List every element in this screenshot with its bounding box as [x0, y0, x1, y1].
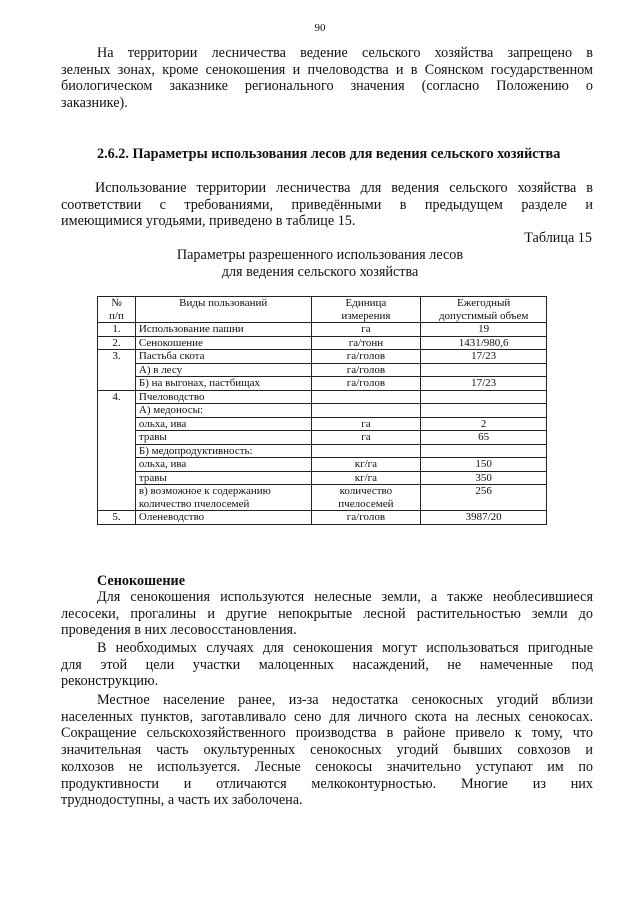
- text-line: значительная часть окультуренных сенокосных угодий бывших совхозов и: [61, 742, 593, 759]
- text-line: Использование территории лесничества для ведения сельского хозяйства в: [95, 180, 593, 196]
- cell-type: А) в лесу: [135, 363, 311, 377]
- text-line: Местное население ранее, из-за недостатка сенокосных угодий вблизи: [97, 692, 593, 708]
- cell-volume: 256: [421, 485, 547, 511]
- text-line: труднодоступны, а часть их заболочена.: [61, 792, 303, 809]
- haymaking-heading: Сенокошение: [97, 573, 185, 589]
- table-label: Таблица 15: [524, 230, 592, 246]
- header-type: Виды пользований: [135, 297, 311, 323]
- cell-type: ольха, ива: [135, 417, 311, 431]
- cell-unit: га/голов: [311, 511, 421, 525]
- table-row: [98, 323, 547, 337]
- text-line: проведения в них лесовосстановления.: [61, 622, 297, 639]
- text-line: имеющимися угодьями, приведено в таблице 15.: [61, 213, 356, 230]
- cell-volume: 65: [421, 431, 547, 445]
- cell-unit: га/тонн: [311, 336, 421, 350]
- table-row: [98, 377, 547, 391]
- text-line: заказнике).: [61, 95, 128, 112]
- table-row: [98, 431, 547, 445]
- cell-unit: кг/га: [311, 471, 421, 485]
- cell-type: А) медоносы:: [135, 404, 311, 418]
- usage-paragraph: [61, 180, 593, 230]
- table-row: [98, 336, 547, 350]
- cell-type: Пчеловодство: [135, 390, 311, 404]
- cell-volume: [421, 363, 547, 377]
- table-row: [98, 417, 547, 431]
- cell-volume: 17/23: [421, 350, 547, 364]
- cell-volume: 2: [421, 417, 547, 431]
- table-row: [98, 485, 547, 511]
- cell-unit: кг/га: [311, 458, 421, 472]
- intro-paragraph: [61, 45, 593, 112]
- cell-type: травы: [135, 431, 311, 445]
- cell-volume: 1431/980,6: [421, 336, 547, 350]
- cell-unit: га/голов: [311, 377, 421, 391]
- header-unit: Единица измерения: [311, 297, 421, 323]
- text-line: продуктивности и отличаются мелкоконтурностью. Многие из них: [61, 775, 593, 792]
- header-volume: Ежегодный допустимый объем: [421, 297, 547, 323]
- cell-volume: 150: [421, 458, 547, 472]
- text-line: населенных пунктов, заготавливало сено для личного скота на лесных сенокосах.: [61, 708, 593, 725]
- table-row: [98, 390, 547, 404]
- cell-unit: [311, 404, 421, 418]
- cell-unit: [311, 444, 421, 458]
- cell-unit: га: [311, 431, 421, 445]
- text-line: Сокращение сельскохозяйственного производства в районе привело к тому, что: [61, 725, 593, 742]
- text-line: В необходимых случаях для сенокошения могут использоваться пригодные: [97, 640, 593, 656]
- cell-type: Пастьба скота: [135, 350, 311, 364]
- cell-type: Б) медопродуктивность:: [135, 444, 311, 458]
- page-number: 90: [314, 22, 326, 34]
- cell-type: в) возможное к содержанию количество пчелосемей: [135, 485, 311, 511]
- haymaking-paragraph-1: [61, 589, 593, 639]
- text-line: соответствии с требованиями, приведёнными в предыдущем разделе и: [61, 196, 593, 213]
- text-line: колхозов не используется. Лесные сенокосы значительно уступают им по: [61, 758, 593, 775]
- text-line: реконструкцию.: [61, 673, 159, 690]
- table-title-line: для ведения сельского хозяйства: [221, 264, 419, 280]
- cell-num: 2.: [98, 336, 136, 350]
- table-header-row: [98, 297, 547, 323]
- haymaking-paragraph-3: [61, 692, 593, 809]
- cell-volume: 3987/20: [421, 511, 547, 525]
- table-row: [98, 363, 547, 377]
- cell-volume: [421, 404, 547, 418]
- cell-unit: количество пчелосемей: [311, 485, 421, 511]
- table-row: [98, 350, 547, 364]
- table-row: [98, 458, 547, 472]
- table-row: [98, 404, 547, 418]
- cell-volume: 17/23: [421, 377, 547, 391]
- cell-type: Сенокошение: [135, 336, 311, 350]
- table-title: [0, 247, 640, 281]
- cell-num: 3.: [98, 350, 136, 391]
- cell-num: 1.: [98, 323, 136, 337]
- haymaking-paragraph-2: [61, 640, 593, 690]
- text-line: Для сенокошения используются нелесные земли, а также необлесившиеся: [97, 589, 593, 605]
- table-row: [98, 471, 547, 485]
- cell-num: 5.: [98, 511, 136, 525]
- cell-type: Использование пашни: [135, 323, 311, 337]
- header-num: № п/п: [98, 297, 136, 323]
- usage-parameters-table: [97, 296, 547, 525]
- cell-unit: га/голов: [311, 363, 421, 377]
- cell-type: Оленеводство: [135, 511, 311, 525]
- section-heading: 2.6.2. Параметры использования лесов для ведения сельского хозяйства: [97, 146, 561, 162]
- cell-unit: га: [311, 417, 421, 431]
- cell-type: ольха, ива: [135, 458, 311, 472]
- text-line: На территории лесничества ведение сельского хозяйства запрещено в: [97, 45, 593, 61]
- cell-volume: 350: [421, 471, 547, 485]
- cell-unit: га/голов: [311, 350, 421, 364]
- cell-volume: 19: [421, 323, 547, 337]
- table-row: [98, 511, 547, 525]
- cell-type: Б) на выгонах, пастбищах: [135, 377, 311, 391]
- cell-type: травы: [135, 471, 311, 485]
- cell-unit: [311, 390, 421, 404]
- text-line: для этой цели участки малоценных насаждений, не намеченные под: [61, 656, 593, 673]
- cell-unit: га: [311, 323, 421, 337]
- text-line: биологическом заказнике регионального значения (согласно Положению о: [61, 78, 593, 95]
- table-row: [98, 444, 547, 458]
- table-title-line: Параметры разрешенного использования лесов: [176, 247, 464, 263]
- text-line: лесосеки, прогалины и другие непокрытые лесной растительностью земли до: [61, 605, 593, 622]
- cell-volume: [421, 444, 547, 458]
- cell-num: 4.: [98, 390, 136, 511]
- cell-volume: [421, 390, 547, 404]
- text-line: зеленых зонах, кроме сенокошения и пчеловодства и в Соянском государственном: [61, 61, 593, 78]
